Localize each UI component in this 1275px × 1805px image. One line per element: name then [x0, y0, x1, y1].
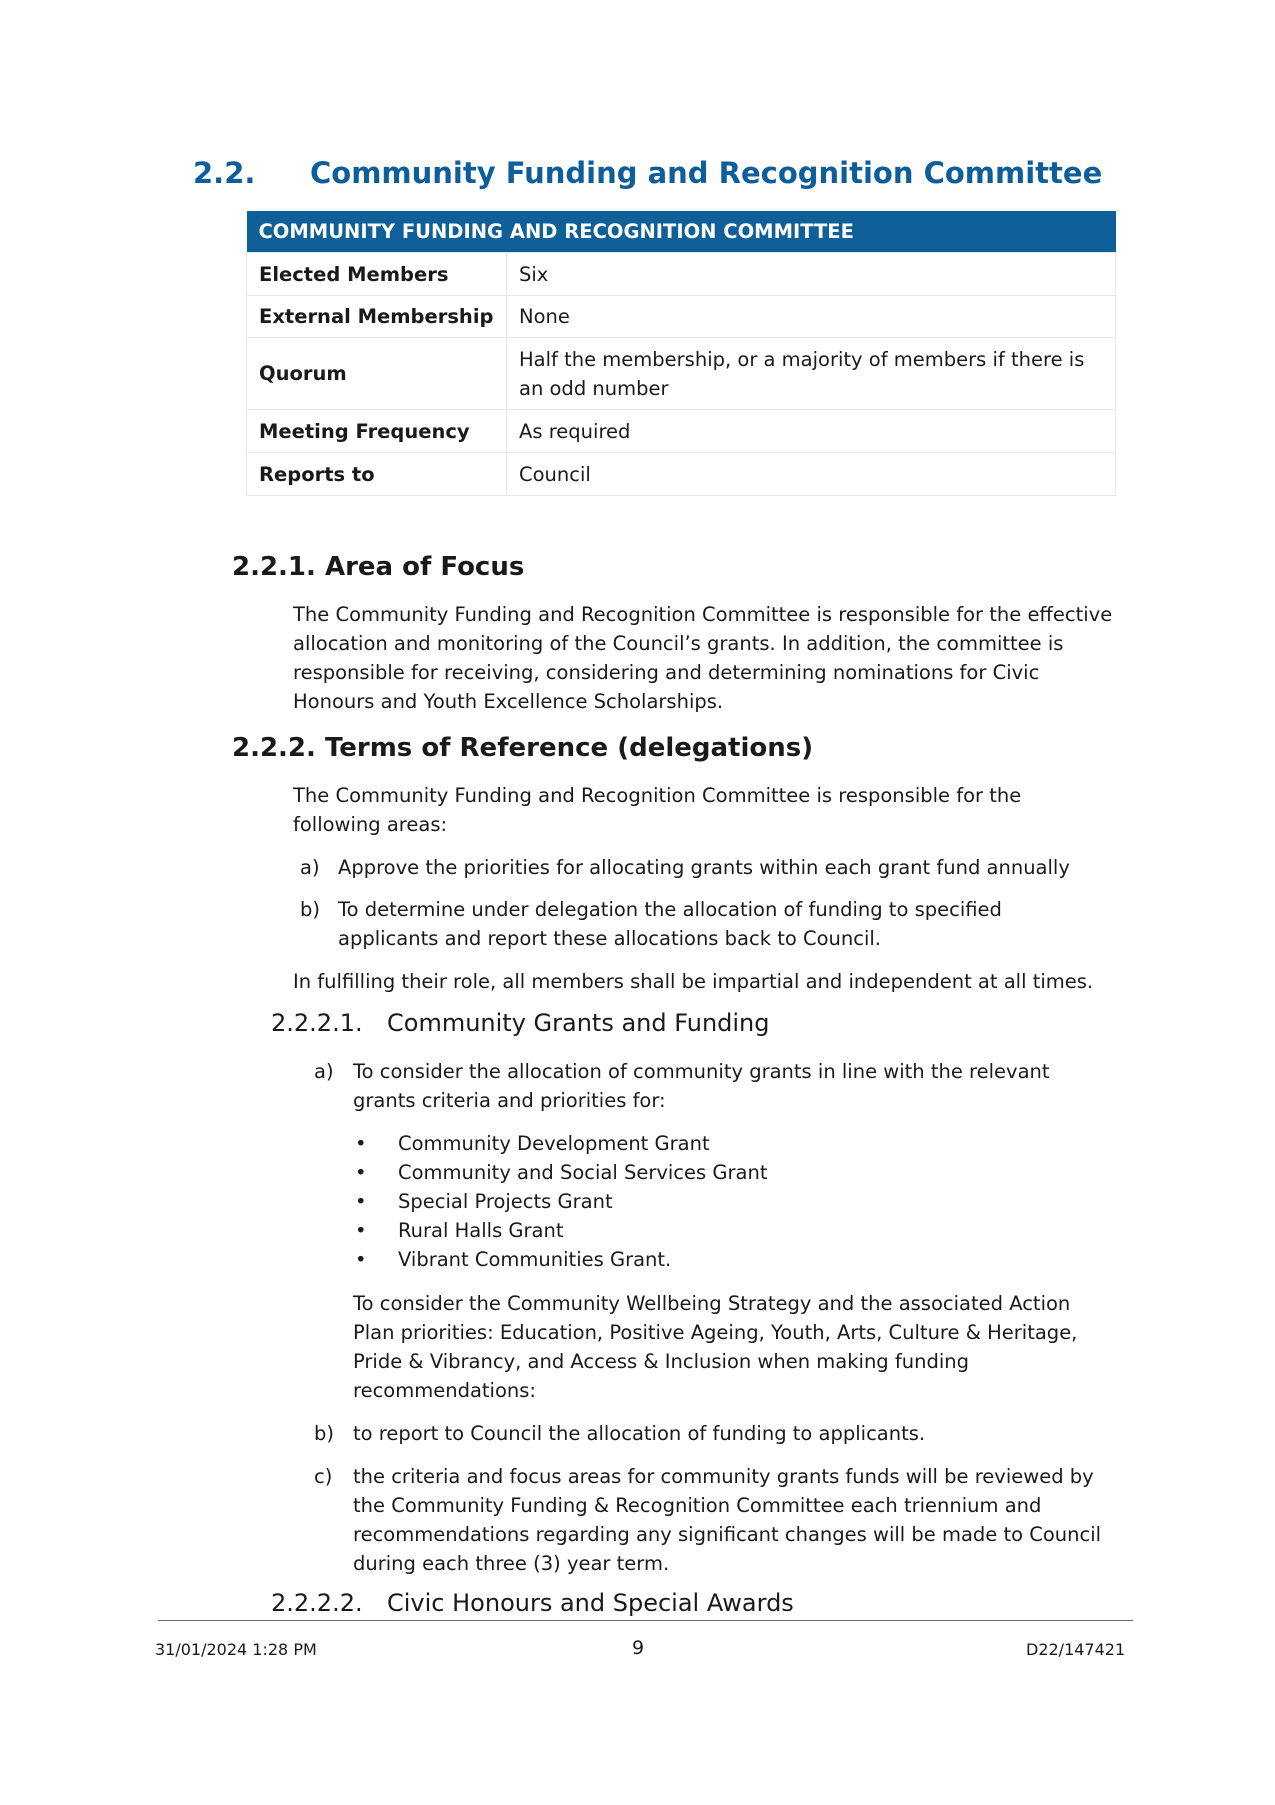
grants-title: Community Grants and Funding — [387, 1009, 770, 1037]
list-item — [314, 1462, 1134, 1578]
list-item-text: the criteria and focus areas for community grants funds will be reviewed by the Community Funding & Recognition Committee each triennium and recommendations regarding any significant changes will be made to Council during each three (3) year term. — [353, 1465, 1102, 1575]
list-item-text: Approve the priorities for allocating grants within each grant fund annually — [338, 856, 1070, 879]
list-marker: a) — [314, 1060, 334, 1083]
bullet-item: • Community and Social Services Grant — [353, 1158, 1053, 1187]
page-number: 9 — [632, 1637, 645, 1659]
table-header: COMMUNITY FUNDING AND RECOGNITION COMMITTEE — [247, 211, 1116, 253]
grants-bullet-list — [353, 1129, 1053, 1274]
terms-closing: In fulfilling their role, all members shall be impartial and independent at all times. — [293, 970, 1094, 993]
table-row — [247, 410, 1116, 453]
grants-subheading — [271, 1009, 770, 1037]
list-marker: b) — [314, 1422, 334, 1445]
list-item-text: To consider the allocation of community grants in line with the relevant grants criteria and priorities for: — [353, 1060, 1050, 1112]
row-label: External Membership — [247, 296, 507, 338]
row-label: Elected Members — [247, 253, 507, 296]
honours-title: Civic Honours and Special Awards — [387, 1589, 794, 1617]
bullet-item: • Community Development Grant — [353, 1129, 1053, 1158]
committee-table — [246, 211, 1116, 496]
footer-datetime: 31/01/2024 1:28 PM — [155, 1640, 317, 1659]
bullet-item: • Vibrant Communities Grant. — [353, 1245, 1053, 1274]
grants-number: 2.2.2.1. — [271, 1009, 363, 1037]
document-reference: D22/147421 — [1026, 1640, 1126, 1659]
honours-subheading — [271, 1589, 794, 1617]
table-row — [247, 253, 1116, 296]
list-item-text: to report to Council the allocation of funding to applicants. — [353, 1422, 926, 1445]
area-of-focus-text: The Community Funding and Recognition Committee is responsible for the effective allocation and monitoring of the Council’s grants. In addition, the committee is responsible for receiving, considering and determining nominations for Civic Honours and Youth Excellence Scholarships. — [293, 603, 1113, 713]
row-value: Half the membership, or a majority of members if there is an odd number — [507, 338, 1116, 410]
area-of-focus-heading: 2.2.1. Area of Focus — [232, 552, 525, 582]
section-number: 2.2. — [193, 156, 256, 190]
table-header-row — [247, 211, 1116, 253]
footer-divider — [158, 1620, 1133, 1621]
section-title: Community Funding and Recognition Committee — [310, 156, 1103, 190]
list-item-text: To determine under delegation the allocation of funding to specified applicants and report these allocations back to Council. — [338, 898, 1002, 950]
row-value: As required — [507, 410, 1116, 453]
row-label: Reports to — [247, 453, 507, 496]
bullet-item: • Rural Halls Grant — [353, 1216, 1053, 1245]
bullet-item: • Special Projects Grant — [353, 1187, 1053, 1216]
terms-intro: The Community Funding and Recognition Committee is responsible for the following areas: — [293, 784, 1022, 836]
row-label: Quorum — [247, 338, 507, 410]
list-marker: a) — [300, 856, 320, 879]
row-value: None — [507, 296, 1116, 338]
list-item — [293, 853, 1123, 882]
list-marker: b) — [300, 898, 320, 921]
list-item — [293, 895, 1123, 953]
row-label: Meeting Frequency — [247, 410, 507, 453]
honours-number: 2.2.2.2. — [271, 1589, 363, 1617]
list-marker: c) — [314, 1465, 333, 1488]
row-value: Six — [507, 253, 1116, 296]
row-value: Council — [507, 453, 1116, 496]
table-row — [247, 296, 1116, 338]
terms-of-reference-heading: 2.2.2. Terms of Reference (delegations) — [232, 733, 814, 763]
table-row — [247, 338, 1116, 410]
table-row — [247, 453, 1116, 496]
list-item — [314, 1057, 1124, 1115]
grants-follow-up: To consider the Community Wellbeing Strategy and the associated Action Plan priorities: Education, Positive Ageing, Youth, Arts, Culture & Heritage, Pride & Vibrancy, and Access & Inclusion when making funding recommendations: — [353, 1292, 1078, 1402]
section-heading — [193, 156, 1193, 190]
list-item — [314, 1419, 1124, 1448]
